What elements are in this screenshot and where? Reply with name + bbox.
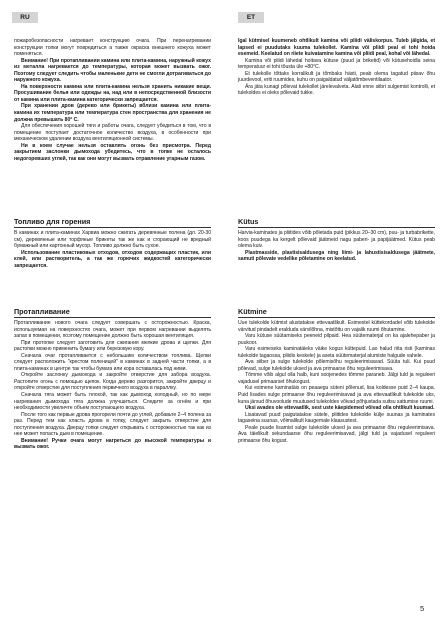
page-number: 5 [420, 604, 425, 613]
paragraph: Harvia-kaminates ja pliitides võib põletada puid (pikkus 20–30 cm), puu- ja turbabrikette, koos puudega ka kergelt põlevaid jäätmeid nagu paberi- ja papijäätmed. Kütus peab olema kuiv. [238, 230, 435, 250]
ru-heating-text [14, 320, 211, 451]
paragraph: Сначала тяга может быть плохой, так как дымоход холодный, но по мере нагревания дымохода тяга должна улучшиться. Следите за огнём и при необходимости увеличте объем поступающего воздуха. [14, 392, 211, 412]
paragraph: Varu esimeseks kaminatäieks väike kogus küttepuid. Lao halud riita risti (kaminas tulekolde tagaossa, pliidis keskele) ja aseta süütematerjal alumiste halgude vahele. [238, 346, 435, 359]
ru-fuel-section [14, 217, 211, 269]
et-heating-text [238, 320, 435, 444]
ru-heating-heading: Протапливание [14, 307, 211, 318]
paragraph: Et tulekolle tõttaks korralikult ja tõmbaks hästi, peab olema tagatud piisav õhu juurdevool, eriti ruumides, kuhu on paigaldatud väljatõmbeventilaator. [238, 70, 435, 84]
paragraph: В каминах и плита-каминах Харвиа можно сжигать деревянные полена (дл. 20-30 см), деревянные или торфяные брикеты так же как и сгорающий не вредный бумажный или картонный мусор. Топливо должно быть сухое. [14, 230, 211, 250]
paragraph: Ära jäta kunagi põlevat tulekollet järelevalveta. Alati enne siibri sulgemist kontrolli, et tulekoldes ei oleks põlevaid tukke. [238, 83, 435, 97]
language-tag-et: ET [238, 12, 264, 23]
paragraph: При хранении дров (дерево или брикеты) вблизи камина или плита-камина их температура или температура стен пространства для хранения не должна превышать 80° C. [14, 103, 211, 123]
paragraph: Внимание! При протапливании камина или плита-камина, наружный кожух из металла нагревается до температуры, которая может вызвать ожог. Поэтому следует следить чтобы маленькие дети не смогли дотрагиваться до наружного кожуха. [14, 57, 211, 84]
paragraph: При протопке следует заготовить для сжигания мелкие дрова и щепки. Для растопки можно применить бумагу или березовую кору. [14, 339, 211, 353]
paragraph: Uksi avades ole ettevaatlik, sest uste käepidemed võivad olla ohtlikult kuumad. [245, 405, 435, 412]
et-safety-section [238, 38, 435, 97]
paragraph: Для обеспечения хорошей тяги и работы очага, следует убедиться в том, что в помещение поступает достаточное количество воздуха, в особенности при механическом удалении воздуха вентиляционной системы. [14, 123, 211, 143]
paragraph: На поверхности камина или плита-камина нельзя хранить никакие вещи. Просушивание белья или одежды на, над или в непосредственной близости от камина или плита-камина категорически запрещается. [14, 83, 211, 103]
paragraph: Kui esimene kaminatäis on peaaegu süteni põlenud, lisa koldesse puid 2–4 kaupa. Puid lisades sulge primaarse õhu reguleerimisavad ja ava ettevaatlikult tulekolde uks, kuna järsud õhuvoolude muutused tulekoldes võivad põhjustada suitsu sattumise ruumi. [238, 385, 435, 405]
ru-fuel-text [14, 230, 211, 269]
paragraph: Plastmasside, plastisisaldusega ning liimi- ja lahustisisaldusega jäätmete, samuti põlevate vedelike põletamine on keelatud. [238, 249, 435, 263]
paragraph: Протапливание нового очага следует совершать с осторожностью. Краска, используемая на поверхностях очага, может при первом нагревании выделять запах в помещении, поэтому помещение должно быть хорошая вентиляция. [14, 320, 211, 340]
et-heating-section [238, 307, 435, 444]
paragraph: Внимание! Ручки очага могут нагреться до высокой температуры и вызвать ожог. [14, 437, 211, 451]
et-fuel-heading: Kütus [238, 217, 435, 228]
et-fuel-text [238, 230, 435, 263]
paragraph: Lisatavad puud paigutatakse sütele, pliitides tulekolde külje suunas ja kaminates tagaseina suunas, võimalikult kaugemale klaasustest. [238, 411, 435, 425]
paragraph: Tõmme võib algul olla halb, kuni soojenedes tõmme paraneb. Jälgi tuld ja reguleeri vajadusel primaarset õhukogust. [238, 372, 435, 385]
paragraph: После того как первые дрова прогорели почти до углей, добавьте 2–4 полена за раз. Перед тем как класть дрова в топку, следует закрыть отверстие для поступления воздуха. Дверцу топки следует открывать с осторожностью так как из нее может попасть дым в помещение. [14, 411, 211, 438]
paragraph: Использование пластиковых отходов, отходов содержащих пластик, или клей, или растворитель, а так же горючих жидкостей категорически запрещается. [14, 249, 211, 269]
paragraph: Откройте заслонку дымохода и закройте отверстие для забора воздуха. Растопите огонь с помощью щепок. Когда дерево разгорится, закройте дверцу и откройте отверстие для поступления первичного воздуха в параллку. [14, 372, 211, 392]
paragraph: Сначала очаг протапливается с небольшим количеством топлива. Щепки следует расположить "крестом поленицей" в каминах в задней части топки, а в плита-каминах в центре так чтобы бумага или кора оставалась под ними. [14, 352, 211, 372]
ru-fuel-heading: Топливо для горения [14, 217, 211, 228]
paragraph: Ava siiber ja sulge tulekolde põlemisõhu reguleerimisavad. Süüta tuli. Kui puud põlevad, sulge tulekolde uksed ja ava primaarse õhu reguleerimisava. [238, 359, 435, 372]
paragraph: Varu kütuse süütamiseks peeneid pilpaid. Hea süütematerjal on ka ajalehepaber ja puukoor. [238, 333, 435, 346]
paragraph: Peale puude lisamist sulge tulekolde uksed ja ava primaarse õhu reguleerimisava. Ava täielikult sekundaarse õhu reguleerimisavad, jälgi tuld ja vajadusel reguleeri primaarse õhu kogust. [238, 424, 435, 444]
paragraph: Igal kütmisel kuumeneb ohtlikult kamina või pliidi väliskorpus. Tuleb jälgida, et lapsed ei puudutaks kuuma tulekollet. Kamina või pliidi peal ei tohi hoida esemeid. Keelatud on riiete kuivatamine kamina või pliidi peal, kohal või lähedal. [238, 38, 435, 58]
et-fuel-section [238, 217, 435, 263]
ru-safety-section [14, 38, 211, 162]
paragraph: Uue tulekolde kütmist alustatakse ettevaatlikult. Esimestel küttekordadel võib tulekolde värvitud pindadelt eralduda värvilõhna, mistõttu on vajalik ruumi õhutamine. [238, 320, 435, 333]
paragraph: Ни в коем случае нельзя оставлять огонь без присмотра. Перед закрытием заслонки дымохода убедитесь, что в топке не осталось недогоревших углей, так как они могут вызвать отравление угарным газом. [14, 142, 211, 162]
et-heating-heading: Kütmine [238, 307, 435, 318]
paragraph: пожаробезопасности нагревает конструкцию очага. При перенагревании конструкции топки могут повредиться а также окраска внешнего кожуха может поменяться. [14, 38, 211, 58]
paragraph: Kamina või pliidi lähedal hoitava kütuse (puud ja briketid) või kütusehoidla seina temperatuur ei tohi tõusta üle +80°C. [238, 57, 435, 71]
language-tag-ru: RU [12, 12, 38, 23]
ru-heating-section [14, 307, 211, 451]
